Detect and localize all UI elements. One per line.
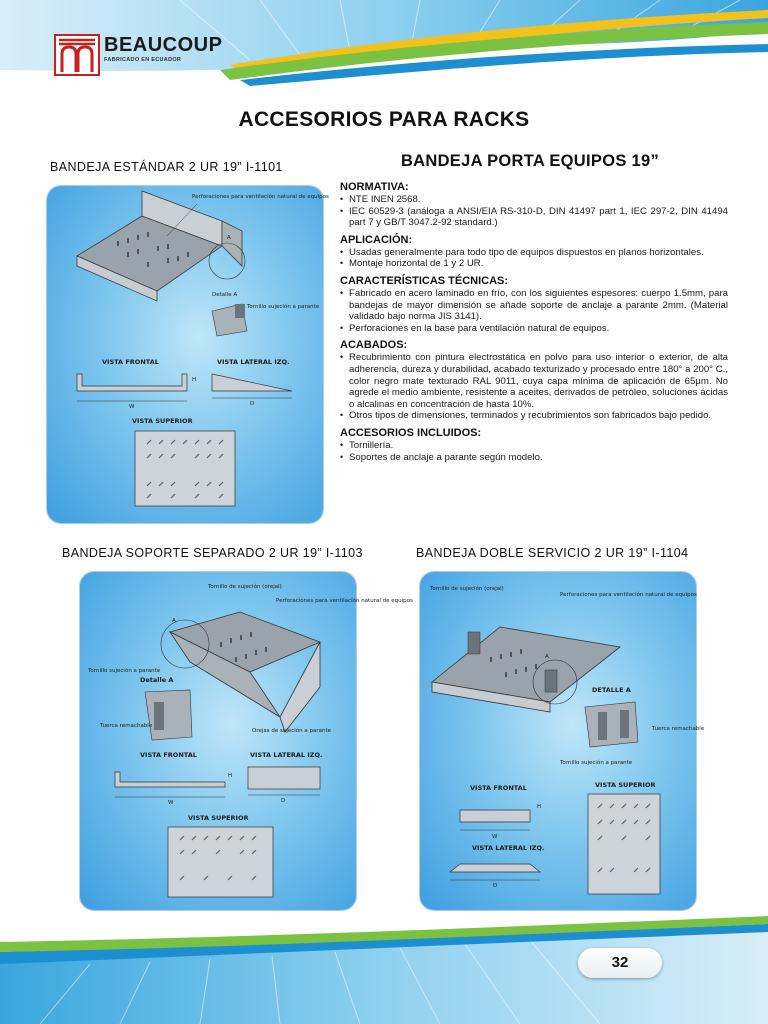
- spec-title: BANDEJA PORTA EQUIPOS 19”: [400, 152, 660, 170]
- brand-tagline: FABRICADO EN ECUADOR: [104, 57, 182, 63]
- label-detalle-a-2: Detalle A: [140, 676, 174, 684]
- accesorios-list: [340, 440, 728, 463]
- marker-a-2: A: [172, 618, 176, 624]
- page-title: ACCESORIOS PARA RACKS: [238, 108, 530, 131]
- brand-name: BEAUCOUP: [104, 34, 223, 56]
- label-vista-frontal-2: VISTA FRONTAL: [140, 751, 197, 759]
- list-item: • Soportes de anclaje a parante según modelo.: [340, 452, 728, 464]
- label-tuerca-3: Tuerca remachable: [652, 726, 705, 732]
- caracteristicas-list: [340, 288, 728, 334]
- standard-tray-drawing: [47, 186, 329, 523]
- label-vista-superior-3: VISTA SUPERIOR: [595, 781, 656, 789]
- acabados-heading: ACABADOS:: [340, 339, 408, 352]
- separate-support-tray-drawing: [80, 572, 413, 910]
- aplicacion-heading: APLICACIÓN:: [340, 233, 413, 246]
- label-vista-lateral: VISTA LATERAL IZQ.: [217, 358, 290, 366]
- list-item: • Recubrimiento con pintura electrostática en polvo para uso interior o exterior, de alta adherencia, dureza y durabilidad, acabado texturizado y procesado entre 180° a 200° C., color negro mate texturado RAL 9011, cuya capa mínima de aplicación de 65μm. No agrede el medio ambiente, resistente a aceites, derivados de petróleo, soluciones ácidas o alcalinas en concentración de hasta 10%.: [340, 352, 728, 410]
- label-detalle-a: Detalle A: [212, 292, 238, 298]
- label-vista-superior-2: VISTA SUPERIOR: [188, 814, 249, 822]
- label-tornillo-largo: Tornillo de sujeción (orejal): [208, 584, 282, 590]
- label-perforaciones: Perforaciones para ventilación natural de equipos: [192, 194, 329, 200]
- label-dim-d: D: [250, 401, 255, 407]
- list-item: • Usadas generalmente para todo tipo de equipos dispuestos en planos horizontales.: [340, 247, 728, 259]
- list-item: • Fabricado en acero laminado en frío, con los siguientes espesores: cuerpo 1.5mm, para bandejas de mayor dimensión se añade soporte de anclaje a parante 2mm. (Material validado bajo norma JIS 3141).: [340, 288, 728, 323]
- page-number: 32: [578, 948, 662, 978]
- spec-block: [340, 152, 728, 463]
- label-dim-d-3: D: [493, 883, 498, 889]
- label-vista-superior: VISTA SUPERIOR: [132, 417, 193, 425]
- label-dim-h-2: H: [228, 773, 233, 779]
- acabados-list: [340, 352, 728, 422]
- label-orejas: Orejas de sujeción a parante: [252, 728, 332, 734]
- list-item: • Tornillería.: [340, 440, 728, 452]
- label-dim-w-3: W: [492, 834, 498, 840]
- normativa-heading: NORMATIVA:: [340, 181, 409, 193]
- list-item: • Montaje horizontal de 1 y 2 UR.: [340, 258, 728, 270]
- normativa-list: [340, 194, 728, 229]
- marker-a-3: A: [545, 654, 549, 660]
- accesorios-heading: ACCESORIOS INCLUIDOS:: [340, 426, 482, 439]
- label-perforaciones-3: Perforaciones para ventilación natural de equipos: [560, 592, 697, 598]
- caracteristicas-heading: CARACTERÍSTICAS TÉCNICAS:: [340, 274, 509, 287]
- label-dim-h-3: H: [537, 804, 542, 810]
- label-tornillo: Tornillo sujeción a parante: [247, 304, 320, 310]
- label-dim-w: W: [129, 404, 135, 410]
- label-vista-frontal: VISTA FRONTAL: [102, 358, 159, 366]
- double-service-tray-drawing: [420, 572, 705, 910]
- label-tornillo-largo-3: Tornillo de sujeción (orejal): [430, 586, 504, 592]
- section-title-separate-support-tray: BANDEJA SOPORTE SEPARADO 2 UR 19” I-1103: [62, 546, 363, 560]
- list-item: • IEC 60529-3 (análoga a ANSI/EIA RS-310-D, DIN 41497 part 1, IEC 297-2, DIN 41494 part 7 y GB/T 3047.2-92 standard.): [340, 206, 728, 229]
- list-item: • Perforaciones en la base para ventilación natural de equipos.: [340, 323, 728, 335]
- tray-iso-view: [77, 191, 245, 301]
- beaucoup-logo-icon: [54, 34, 100, 76]
- double-service-svg: [420, 572, 705, 910]
- label-vista-frontal-3: VISTA FRONTAL: [470, 784, 527, 792]
- list-item: • Otros tipos de dimensiones, terminados y recubrimientos son fabricados bajo pedido.: [340, 410, 728, 422]
- aplicacion-list: [340, 247, 728, 270]
- label-dim-w-2: W: [168, 800, 174, 806]
- section-title-standard-tray: BANDEJA ESTÁNDAR 2 UR 19” I-1101: [50, 160, 283, 174]
- list-item: • NTE INEN 2568.: [340, 194, 728, 206]
- label-vista-lateral-3: VISTA LATERAL IZQ.: [472, 844, 545, 852]
- brand-logo: [54, 34, 222, 76]
- label-tornillo-2: Tornillo sujeción a parante: [88, 668, 161, 674]
- section-title-double-service-tray: BANDEJA DOBLE SERVICIO 2 UR 19” I-1104: [416, 546, 689, 560]
- label-vista-lateral-2: VISTA LATERAL IZQ.: [250, 751, 323, 759]
- label-dim-d-2: D: [281, 798, 286, 804]
- label-perforaciones-2: Perforaciones para ventilación natural de equipos: [276, 598, 413, 604]
- label-tuerca: Tuerca remachable: [100, 723, 153, 729]
- label-detalle-a-3: DETALLE A: [592, 686, 631, 694]
- marker-a: A: [227, 235, 231, 241]
- standard-tray-svg: [47, 186, 329, 523]
- separate-support-svg: [80, 572, 413, 910]
- label-dim-h: H: [192, 377, 197, 383]
- label-tornillo-3: Tornillo sujeción a parante: [560, 760, 633, 766]
